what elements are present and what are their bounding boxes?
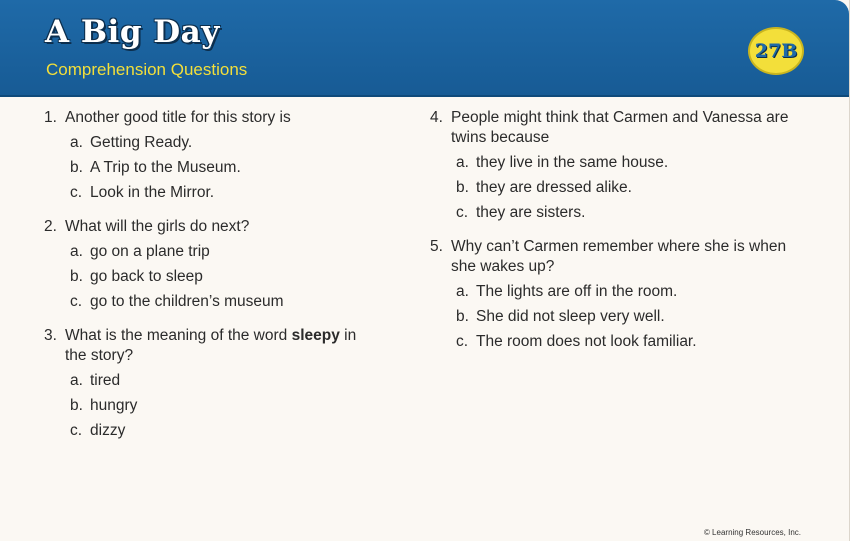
right-column xyxy=(430,108,800,366)
copyright-notice: © Learning Resources, Inc. xyxy=(703,528,801,537)
option-letter: b. xyxy=(70,397,83,414)
question-3 xyxy=(44,326,374,441)
card-subtitle: Comprehension Questions xyxy=(46,60,248,79)
option-letter: c. xyxy=(70,422,83,439)
option-letter: a. xyxy=(70,243,83,260)
option-text: go to the children’s museum xyxy=(90,293,284,310)
answer-option xyxy=(456,307,800,327)
answer-option xyxy=(70,133,374,153)
answer-option xyxy=(70,183,374,203)
option-text: tired xyxy=(90,372,121,389)
option-letter: a. xyxy=(70,134,83,151)
answer-option xyxy=(456,203,800,223)
option-letter: c. xyxy=(70,293,83,310)
answer-option xyxy=(456,282,800,302)
question-5 xyxy=(430,237,800,352)
option-letter: b. xyxy=(456,179,469,196)
question-number: 4. xyxy=(430,109,443,126)
question-number: 3. xyxy=(44,327,57,344)
question-number: 5. xyxy=(430,238,443,255)
answer-option xyxy=(70,242,374,262)
question-number: 2. xyxy=(44,218,57,235)
option-text: they live in the same house. xyxy=(476,154,669,171)
question-4 xyxy=(430,108,800,223)
answer-option xyxy=(70,371,374,391)
answer-option xyxy=(70,292,374,312)
answer-option xyxy=(456,153,800,173)
option-letter: a. xyxy=(70,372,83,389)
option-letter: b. xyxy=(456,308,469,325)
vocabulary-word: sleepy xyxy=(291,327,340,344)
option-text: The lights are off in the room. xyxy=(476,283,678,300)
option-text: dizzy xyxy=(90,422,126,439)
option-letter: a. xyxy=(456,283,469,300)
question-number: 1. xyxy=(44,109,57,126)
option-text: The room does not look familiar. xyxy=(476,333,697,350)
option-letter: c. xyxy=(456,204,469,221)
option-text: Getting Ready. xyxy=(90,134,193,151)
answer-option xyxy=(456,332,800,352)
option-letter: c. xyxy=(70,184,83,201)
option-letter: c. xyxy=(456,333,469,350)
card-header xyxy=(0,0,849,97)
question-text: People might think that Carmen and Vanessa are twins because xyxy=(451,109,789,146)
card-title: A Big Day xyxy=(45,14,220,50)
question-1 xyxy=(44,108,374,203)
answer-option xyxy=(456,178,800,198)
question-text-after: in the story? xyxy=(65,327,357,364)
question-text-before: What is the meaning of the word xyxy=(65,327,292,344)
answer-option xyxy=(70,158,374,178)
question-text: Why can’t Carmen remember where she is when she wakes up? xyxy=(451,238,787,275)
option-text: they are sisters. xyxy=(476,204,586,221)
option-letter: b. xyxy=(70,159,83,176)
option-text: hungry xyxy=(90,397,138,414)
option-text: She did not sleep very well. xyxy=(476,308,665,325)
answer-option xyxy=(70,421,374,441)
option-text: go on a plane trip xyxy=(90,243,210,260)
left-column xyxy=(44,108,374,455)
option-text: Look in the Mirror. xyxy=(90,184,215,201)
answer-option xyxy=(70,396,374,416)
option-text: go back to sleep xyxy=(90,268,203,285)
option-text: A Trip to the Museum. xyxy=(90,159,241,176)
option-letter: b. xyxy=(70,268,83,285)
card-number-badge: 27B xyxy=(748,27,804,75)
question-text xyxy=(65,326,374,366)
option-letter: a. xyxy=(456,154,469,171)
question-2 xyxy=(44,217,374,312)
question-text: Another good title for this story is xyxy=(65,109,291,126)
question-text: What will the girls do next? xyxy=(65,218,250,235)
answer-option xyxy=(70,267,374,287)
option-text: they are dressed alike. xyxy=(476,179,632,196)
